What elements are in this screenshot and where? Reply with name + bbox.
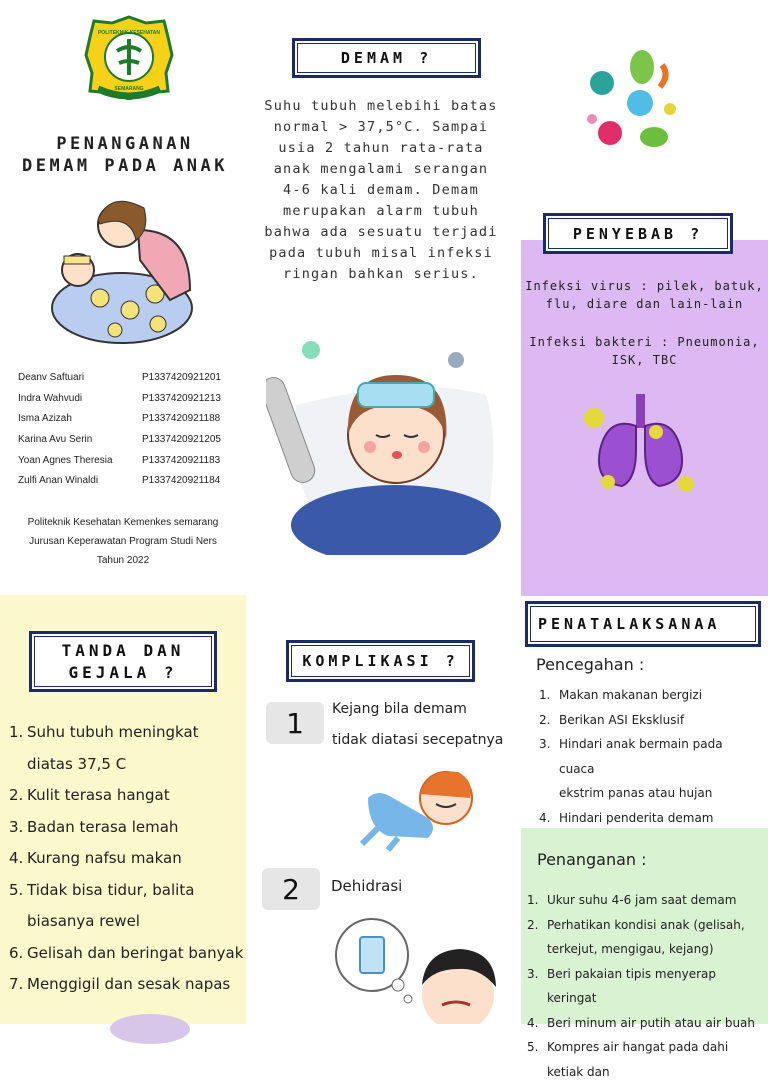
penyebab-bakteri-line1: Infeksi bakteri : Pneumonia, (529, 335, 760, 349)
member-nim: P1337420921183 (142, 455, 221, 466)
mother-sick-child-illustration (40, 190, 205, 350)
demam-line: normal > 37,5°C. Sampai (273, 119, 489, 135)
member-name: Indra Wahvudi (18, 393, 83, 404)
list-item: 3. Badan terasa lemah (9, 817, 179, 836)
pencegahan-title: Pencegahan : (536, 655, 645, 674)
pencegahan-list (539, 683, 761, 830)
feverish-child-illustration (266, 335, 506, 555)
list-item: 3. Beri pakaian tipis menyerap keringat (527, 966, 716, 1005)
penyebab-bakteri-line2: ISK, TBC (611, 353, 678, 367)
institution-line2: Jurusan Keperawatan Program Studi Ners (29, 536, 217, 547)
list-item: 1. Makan makanan bergizi (539, 688, 703, 702)
tanda-gejala-heading (29, 631, 217, 692)
komplikasi-number-1: 1 (266, 702, 324, 744)
penyebab-virus-line2: flu, diare dan lain-lain (545, 297, 744, 311)
list-item: 2. Perhatikan kondisi anak (gelisah, terkejut, mengigau, kejang) (527, 917, 745, 956)
list-item: 5. Kompres air hangat pada dahi ketiak dan (527, 1040, 729, 1079)
list-item: 5. Tidak bisa tidur, balita biasanya rewel (9, 880, 195, 930)
list-item: 3. Hindari anak bermain pada cuaca ekstrim panas atau hujan (539, 737, 723, 800)
list-item: 7. Menggigil dan sesak napas (9, 975, 231, 993)
cover-title-line1: PENANGANAN (56, 134, 194, 154)
member-name: Isma Azizah (18, 413, 72, 424)
list-item: 2. Berikan ASI Eksklusif (539, 712, 685, 727)
demam-line: pada tubuh misal infeksi (269, 245, 493, 261)
list-item: 4. Beri minum air putih atau air buah (527, 1015, 756, 1030)
penanganan-list (527, 888, 765, 1084)
member-name: Zulfi Anan Winaldi (18, 475, 99, 486)
komplikasi-heading: KOMPLIKASI ? (286, 640, 475, 682)
komplikasi-number-2: 2 (262, 868, 320, 910)
dehydrated-child-illustration (330, 915, 500, 1024)
list-item: 4. Kurang nafsu makan (9, 849, 182, 867)
logo-text-top: POLITEKNIK KESEHATAN (97, 30, 161, 36)
member-nim: P1337420921188 (142, 413, 221, 424)
list-item: 6. Gelisah dan beringat banyak (9, 943, 244, 962)
member-nim: P1337420921205 (142, 434, 221, 445)
demam-line: Suhu tubuh melebihi batas (264, 98, 498, 114)
demam-line: ringan bahkan serius. (283, 266, 479, 282)
institution-year: Tahun 2022 (96, 555, 150, 566)
list-item: 2. Kulit terasa hangat (9, 786, 170, 804)
list-item: 4. Hindari penderita demam (539, 810, 714, 825)
tanda-gejala-list (9, 717, 244, 1001)
infected-lungs-illustration (578, 390, 703, 495)
seizure-child-illustration (358, 758, 488, 853)
penanganan-title: Penanganan : (537, 850, 647, 869)
demam-heading: DEMAM ? (292, 38, 481, 78)
cover-title-line2: DEMAM PADA ANAK (21, 156, 229, 176)
demam-line: merupakan alarm tubuh (283, 203, 479, 219)
demam-line: anak mengalami serangan (273, 161, 489, 177)
demam-line: bahwa ada sesuatu terjadi (264, 224, 498, 240)
penyebab-virus-line1: Infeksi virus : pilek, batuk, (525, 279, 764, 293)
institution-line1: Politeknik Kesehatan Kemenkes semarang (27, 517, 219, 528)
decorative-circle (110, 1014, 190, 1044)
member-name: Karina Avu Serin (18, 434, 93, 445)
tanda-heading-line2: GEJALA ? (68, 662, 178, 682)
demam-description (256, 96, 506, 285)
member-name: Yoan Agnes Theresia (18, 455, 113, 466)
logo-text-bottom: SEMARANG (114, 86, 144, 92)
member-nim: P1337420921201 (142, 372, 221, 383)
list-item: 1. Ukur suhu 4-6 jam saat demam (527, 893, 737, 907)
komplikasi-item1-line1: Kejang bila demam (332, 701, 467, 717)
demam-line: 4-6 kali demam. Demam (283, 182, 479, 198)
bacteria-virus-illustration (574, 45, 684, 155)
komplikasi-item2-text: Dehidrasi (331, 877, 403, 895)
member-name: Deanv Saftuari (18, 372, 85, 383)
penyebab-heading: PENYEBAB ? (543, 213, 733, 254)
penatalaksanaan-heading: PENATALAKSANAA (525, 601, 761, 647)
member-nim: P1337420921213 (142, 393, 221, 404)
demam-line: usia 2 tahun rata-rata (278, 140, 484, 156)
list-item: 1. Suhu tubuh meningkat diatas 37,5 C (9, 723, 199, 773)
komplikasi-item1-line2: tidak diatasi secepatnya (332, 732, 504, 748)
member-nim: P1337420921184 (142, 475, 221, 486)
tanda-heading-line1: TANDA DAN (61, 640, 185, 660)
